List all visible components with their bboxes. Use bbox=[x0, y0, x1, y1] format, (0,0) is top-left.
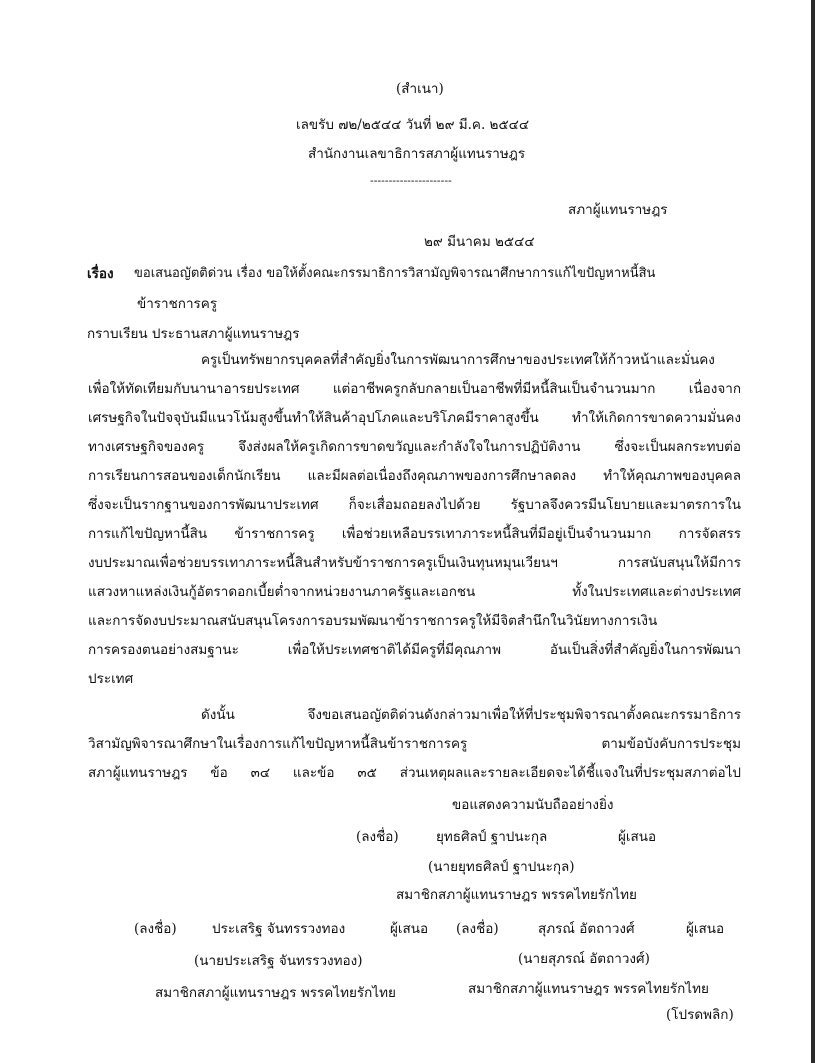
sender: สภาผู้แทนราษฎร bbox=[568, 202, 668, 218]
turn-over-note: (โปรดพลิก) bbox=[666, 1007, 734, 1023]
body-line: เศรษฐกิจในปัจจุบันมีแนวโน้มสูงขึ้นทำให้สินค้าอุปโภคและบริโภคมีราคาสูงขึ้น ทำให้เกิดการขาดความมั่นคง bbox=[88, 410, 741, 426]
body-line: ครูเป็นทรัพยากรบุคคลที่สำคัญยิ่งในการพัฒนาการศึกษาของประเทศให้ก้าวหน้าและมั่นคง bbox=[201, 352, 715, 368]
body-line: ดังนั้น จึงขอเสนอญัตติด่วนดังกล่าวมาเพื่อให้ที่ประชุมพิจารณาตั้งคณะกรรมาธิการ bbox=[201, 707, 741, 723]
office-name: สำนักงานเลขาธิการสภาผู้แทนราษฎร bbox=[308, 146, 526, 162]
body-line: งบประมาณเพื่อช่วยบรรเทาภาระหนี้สินสำหรับข้าราชการครูเป็นเงินทุนหมุนเวียนฯ การสนับสนุนให้มีการ bbox=[88, 555, 741, 571]
receipt-line: เลขรับ ๗๒/๒๕๔๔ วันที่ ๒๙ มี.ค. ๒๕๔๔ bbox=[296, 117, 530, 133]
signer-signature: ยุทธศิลป์ ฐาปนะกุล bbox=[436, 829, 548, 845]
body-line: การครองตนอย่างสมฐานะ เพื่อให้ประเทศชาติได้มีครูที่มีคุณภาพ อันเป็นสิ่งที่สำคัญยิ่งในการพัฒนา bbox=[88, 642, 741, 658]
signer-signature: สุภรณ์ อัตถาวงศ์ bbox=[538, 921, 635, 937]
letter-date: ๒๙ มีนาคม ๒๕๔๔ bbox=[424, 234, 535, 250]
body-line: การแก้ไขปัญหานี้สิน ข้าราชการครู เพื่อช่วยเหลือบรรเทาภาระหนี้สินที่มีอยู่เป็นจำนวนมาก การจัดสรร bbox=[88, 526, 741, 542]
sign-label: (ลงชื่อ) bbox=[134, 921, 177, 937]
body-line: การเรียนการสอนของเด็กนักเรียน และมีผลต่อเนื่องถึงคุณภาพของการศึกษาลดลง ทำให้คุณภาพของบุคคล bbox=[88, 468, 741, 484]
signer-role: ผู้เสนอ bbox=[686, 921, 725, 937]
body-line: ประเทศ bbox=[88, 671, 134, 687]
subject-label: เรื่อง bbox=[87, 266, 114, 282]
salutation: กราบเรียน ประธานสภาผู้แทนราษฎร bbox=[87, 326, 300, 342]
closing: ขอแสดงความนับถืออย่างยิ่ง bbox=[452, 797, 614, 813]
body-line: สภาผู้แทนราษฎร ข้อ ๓๔ และข้อ ๓๕ ส่วนเหตุผลและรายละเอียดจะได้ชี้แจงในที่ประชุมสภาต่อไป bbox=[88, 765, 741, 781]
signer-full-name: (นายประเสริฐ จันทรรวงทอง) bbox=[194, 953, 363, 969]
signer-position: สมาชิกสภาผู้แทนราษฎร พรรคไทยรักไทย bbox=[155, 985, 396, 1001]
body-line: แสวงหาแหล่งเงินกู้อัตราดอกเบี้ยต่ำจากหน่วยงานภาครัฐและเอกชน ทั้งในประเทศและต่างประเทศ bbox=[88, 584, 741, 600]
signer-full-name: (นายยุทธศิลป์ ฐาปนะกุล) bbox=[428, 859, 575, 875]
subject-line-1: ขอเสนอญัตติด่วน เรื่อง ขอให้ตั้งคณะกรรมาธิการวิสามัญพิจารณาศึกษาการแก้ไขปัญหาหนี้สิน bbox=[134, 266, 656, 281]
body-line: และการจัดงบประมาณสนับสนุนโครงการอบรมพัฒนาข้าราชการครูให้มีจิตสำนึกในวินัยทางการเงิน bbox=[88, 613, 658, 629]
body-line: ซึ่งจะเป็นรากฐานของการพัฒนาประเทศ ก็จะเสื่อมถอยลงไปด้วย รัฐบาลจึงควรมีนโยบายและมาตรการใน bbox=[88, 497, 741, 513]
body-line: ทางเศรษฐกิจของครู จึงส่งผลให้ครูเกิดการขาดขวัญและกำลังใจในการปฏิบัติงาน ซึ่งจะเป็นผลกระทบต่อ bbox=[88, 439, 741, 455]
page-edge bbox=[811, 0, 815, 1063]
subject-line-2: ข้าราชการครู bbox=[137, 296, 218, 312]
signer-signature: ประเสริฐ จันทรรวงทอง bbox=[212, 921, 346, 937]
signer-position: สมาชิกสภาผู้แทนราษฎร พรรคไทยรักไทย bbox=[468, 981, 709, 997]
body-line: วิสามัญพิจารณาศึกษาในเรื่องการแก้ไขปัญหาหนี้สินข้าราชการครู ตามข้อบังคับการประชุม bbox=[88, 736, 741, 752]
signer-role: ผู้เสนอ bbox=[618, 829, 657, 845]
body-line: เพื่อให้ทัดเทียมกับนานาอารยประเทศ แต่อาชีพครูกลับกลายเป็นอาชีพที่มีหนี้สินเป็นจำนวนมาก เนื่องจาก bbox=[88, 381, 741, 397]
sign-label: (ลงชื่อ) bbox=[456, 921, 499, 937]
copy-label: (สำเนา) bbox=[396, 81, 444, 97]
separator-line: ---------------------- bbox=[370, 174, 452, 187]
sign-label: (ลงชื่อ) bbox=[356, 829, 399, 845]
signer-full-name: (นายสุภรณ์ อัตถาวงศ์) bbox=[518, 951, 650, 967]
signer-position: สมาชิกสภาผู้แทนราษฎร พรรคไทยรักไทย bbox=[396, 887, 637, 903]
signer-role: ผู้เสนอ bbox=[390, 921, 429, 937]
